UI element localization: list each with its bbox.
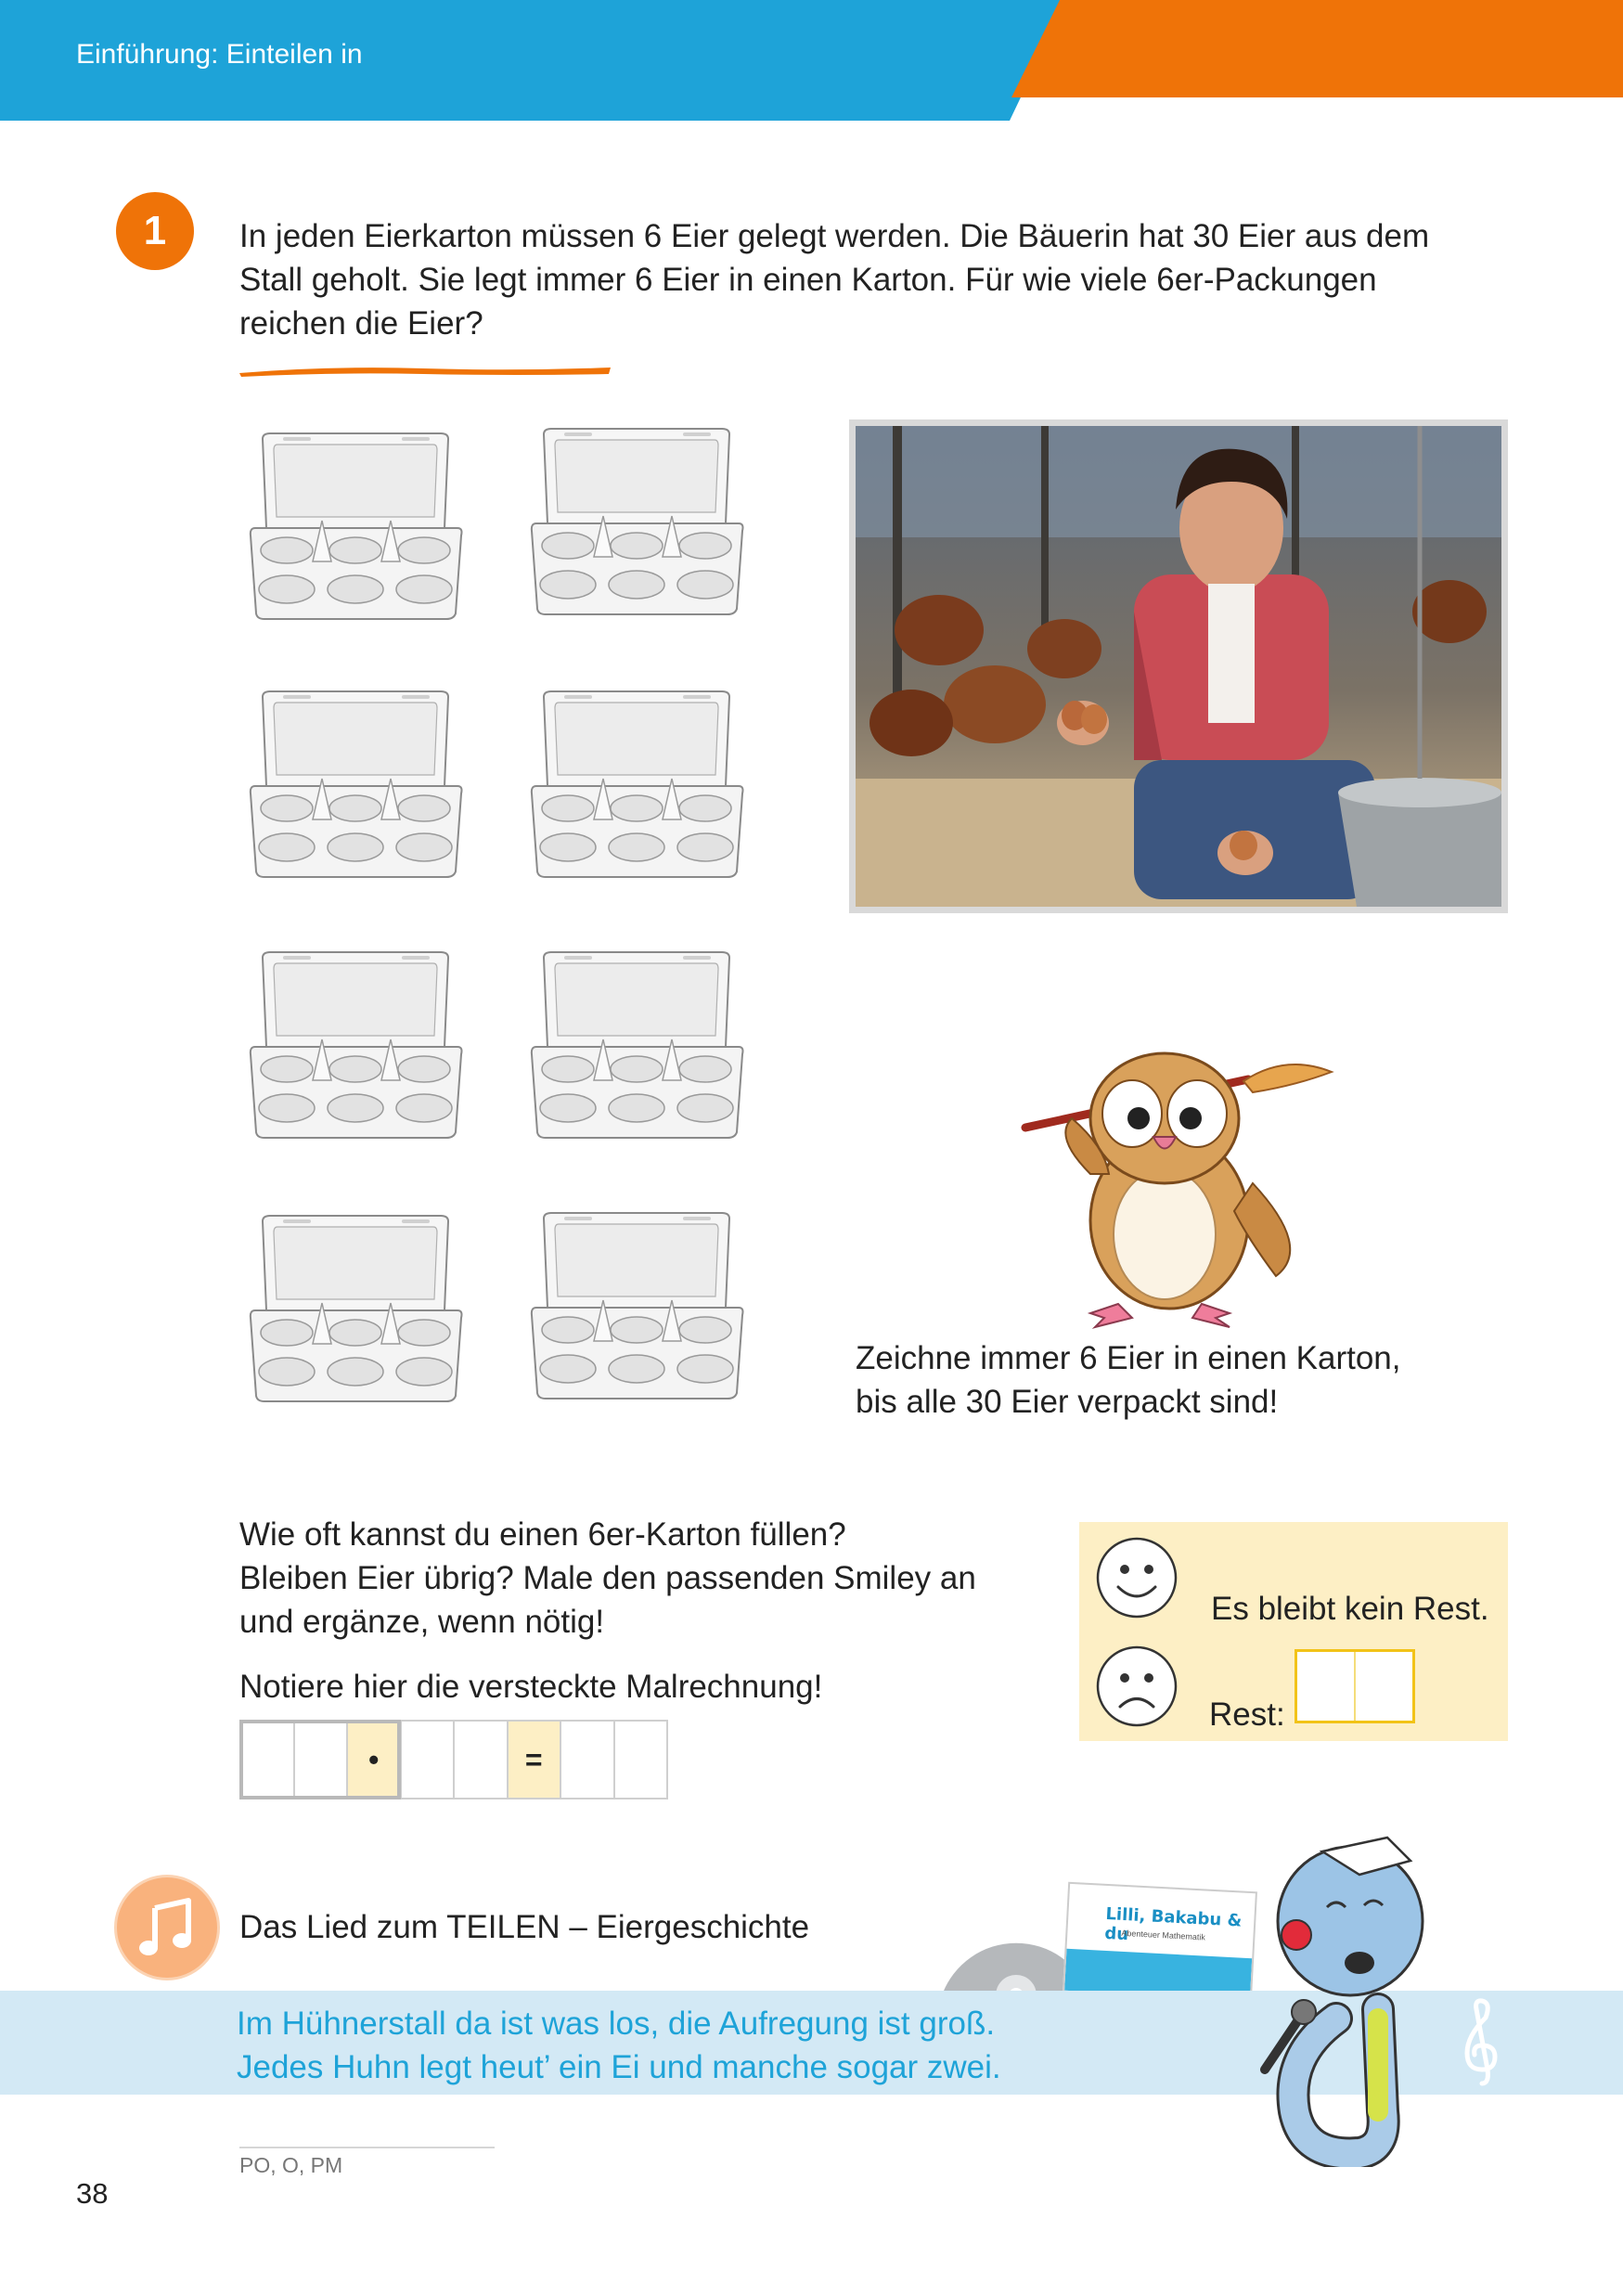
header-title: Einführung: Einteilen in (76, 39, 363, 70)
task-text-line-2: Stall geholt. Sie legt immer 6 Eier in einen Karton. Für wie viele 6er-Packungen (239, 262, 1377, 298)
lyric-line-1: Im Hühnerstall da ist was los, die Aufregung ist groß. (237, 2006, 996, 2042)
owl-mascot-illustration (1016, 1035, 1350, 1332)
egg-carton-4 (527, 690, 750, 884)
song-title: Das Lied zum TEILEN – Eiergeschichte (239, 1909, 810, 1945)
egg-carton-7 (246, 1214, 469, 1409)
rest-label: Rest: (1209, 1696, 1285, 1733)
farmer-photo (849, 419, 1508, 913)
page-number: 38 (76, 2177, 109, 2210)
cd-booklet-cover (1063, 1882, 1257, 2003)
image-credit: PO, O, PM (239, 2153, 343, 2177)
credit-divider (239, 2147, 495, 2148)
instruction-line-1: Zeichne immer 6 Eier in einen Karton, (856, 1340, 1401, 1376)
egg-carton-2 (527, 427, 750, 622)
notiere-instruction: Notiere hier die versteckte Malrechnung! (239, 1669, 823, 1705)
cd-subtitle: Abenteuer Mathematik (1121, 1928, 1206, 1942)
question-line-1: Wie oft kannst du einen 6er-Karton füllen? (239, 1516, 846, 1553)
cd-title: Lilli, Bakabu & du (1103, 1903, 1243, 1945)
egg-carton-8 (527, 1211, 750, 1406)
bakabu-singer-illustration (1248, 1833, 1448, 2167)
egg-carton-6 (527, 950, 750, 1145)
orange-underline (238, 362, 612, 379)
no-rest-label: Es bleibt kein Rest. (1211, 1591, 1489, 1627)
egg-carton-5 (246, 950, 469, 1145)
equation-cell-6[interactable] (615, 1720, 669, 1799)
instruction-line-2: bis alle 30 Eier verpackt sind! (856, 1384, 1279, 1420)
rest-answer-boxes[interactable] (1295, 1649, 1415, 1723)
header-accent (1011, 0, 1623, 97)
task-text-line-1: In jeden Eierkarton müssen 6 Eier gelegt werden. Die Bäuerin hat 30 Eier aus dem (239, 218, 1430, 254)
happy-smiley-icon[interactable] (1095, 1536, 1179, 1619)
egg-carton-3 (246, 690, 469, 884)
sad-smiley-icon[interactable] (1095, 1645, 1179, 1728)
egg-carton-1 (246, 432, 469, 626)
music-note-icon (114, 1875, 220, 1980)
equation-cell-4[interactable] (455, 1720, 509, 1799)
equals-operator: = (509, 1720, 562, 1799)
question-line-2: Bleiben Eier übrig? Male den passenden Smiley an (239, 1560, 976, 1596)
task-text-line-3: reichen die Eier? (239, 305, 483, 342)
task-number-badge: 1 (116, 192, 194, 270)
lyric-line-2: Jedes Huhn legt heut’ ein Ei und manche sogar zwei. (237, 2049, 1001, 2085)
treble-clef-icon (1452, 1995, 1508, 2088)
multiply-operator: • (348, 1720, 402, 1799)
question-line-3: und ergänze, wenn nötig! (239, 1604, 605, 1640)
equation-cell-5[interactable] (561, 1720, 615, 1799)
equation-first-factor-frame (239, 1720, 401, 1799)
equation-cell-3[interactable] (402, 1720, 456, 1799)
